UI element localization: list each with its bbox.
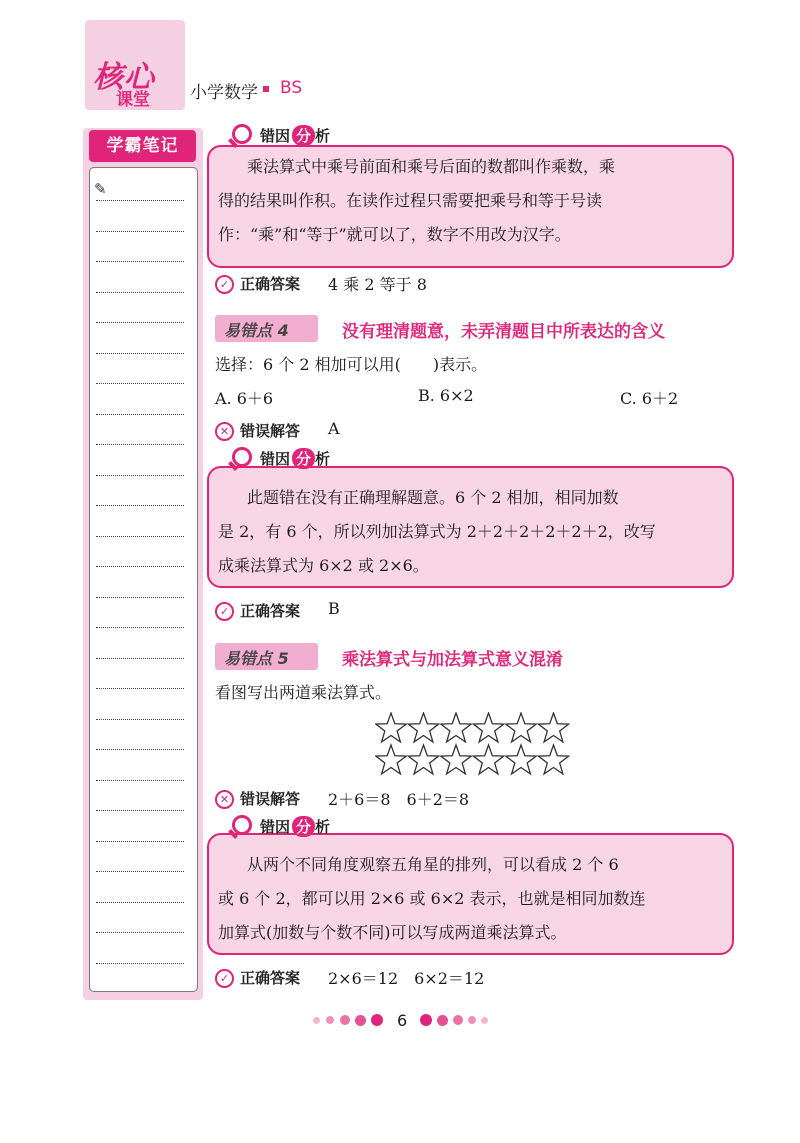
header-separator [263, 86, 269, 92]
note-line [96, 932, 184, 933]
note-line [96, 963, 184, 964]
star-shape [376, 713, 406, 742]
header-subject: 小学数学 [190, 83, 258, 103]
cause-heading-3: 错因 分 析 [260, 818, 331, 836]
footer-dot [340, 1015, 350, 1025]
cause-line: 或 6 个 2，都可以用 2×6 或 6×2 表示，也就是相同加数连 [218, 889, 646, 908]
note-line [96, 505, 184, 506]
correct-answer-value: 4 乘 2 等于 8 [328, 275, 427, 294]
note-line [96, 749, 184, 750]
cause-line: 乘法算式中乘号前面和乘号后面的数都叫作乘数，乘 [247, 157, 616, 176]
cause-line: 此题错在没有正确理解题意。6 个 2 相加，相同加数 [247, 488, 619, 507]
footer-dot [453, 1015, 463, 1025]
footer-dot [468, 1016, 476, 1024]
error-point-tag-text: 易错点 5 [224, 649, 289, 668]
star-shape [441, 713, 471, 742]
note-line [96, 444, 184, 445]
footer-dot [481, 1017, 488, 1024]
star-shape [441, 745, 471, 774]
note-line [96, 810, 184, 811]
star-shape [506, 745, 536, 774]
logo-text-bottom: 课堂 [116, 90, 150, 110]
note-line [96, 475, 184, 476]
option-b: B. 6×2 [418, 386, 474, 405]
note-line [96, 719, 184, 720]
check-icon: ✓ [215, 969, 234, 988]
note-line [96, 597, 184, 598]
wrong-answer-label: 错误解答 [240, 790, 301, 808]
footer-dot [326, 1016, 334, 1024]
cause-line: 得的结果叫作积。在读作过程只需要把乘号和等于号读 [218, 191, 603, 210]
cause-line: 是 2，有 6 个，所以列加法算式为 2＋2＋2＋2＋2＋2，改写 [218, 522, 656, 541]
cause-heading-1: 错因 分 析 [260, 127, 331, 145]
note-line [96, 841, 184, 842]
pencil-icon: ✎ [94, 180, 107, 198]
star-shape [376, 745, 406, 774]
wrong-answer-label: 错误解答 [240, 422, 301, 440]
star-shape [408, 745, 438, 774]
option-c: C. 6＋2 [620, 389, 679, 408]
footer-dot [355, 1015, 366, 1026]
star-shape [538, 713, 568, 742]
error-point-tag-text: 易错点 4 [224, 321, 289, 340]
note-line [96, 414, 184, 415]
note-line [96, 353, 184, 354]
correct-answer-label: 正确答案 [240, 275, 301, 293]
cause-line: 加算式(加数与个数不同)可以写成两道乘法算式。 [218, 923, 567, 942]
cross-icon: ✕ [215, 422, 234, 441]
star-shape [408, 713, 438, 742]
star-shape [538, 745, 568, 774]
error-point-title: 没有理清题意，未弄清题目中所表达的含义 [342, 322, 665, 342]
cause-heading-2: 错因 分 析 [260, 450, 331, 468]
option-a: A. 6＋6 [215, 389, 274, 408]
check-icon: ✓ [215, 275, 234, 294]
cause-line: 作：“乘”和“等于”就可以了，数字不用改为汉字。 [218, 225, 571, 244]
footer-dot [420, 1014, 432, 1026]
note-line [96, 322, 184, 323]
magnifier-icon [232, 124, 252, 144]
correct-answer-value: 2×6＝12 6×2＝12 [328, 969, 485, 988]
note-line [96, 688, 184, 689]
header-edition: BS [280, 78, 303, 98]
note-line [96, 536, 184, 537]
note-line [96, 261, 184, 262]
note-line [96, 292, 184, 293]
star-shape [473, 713, 503, 742]
footer-dot [437, 1015, 448, 1026]
note-line [96, 566, 184, 567]
cause-line: 从两个不同角度观察五角星的排列，可以看成 2 个 6 [247, 855, 619, 874]
note-line [96, 383, 184, 384]
logo-text-top: 核心 [93, 60, 155, 95]
star-shape [506, 713, 536, 742]
cross-icon: ✕ [215, 790, 234, 809]
wrong-answer-value: A [328, 419, 340, 438]
magnifier-icon [232, 447, 252, 467]
correct-answer-value: B [328, 599, 340, 618]
error-point-title: 乘法算式与加法算式意义混淆 [342, 650, 563, 670]
note-line [96, 902, 184, 903]
note-line [96, 627, 184, 628]
note-line [96, 231, 184, 232]
note-line [96, 871, 184, 872]
footer-dot [313, 1017, 320, 1024]
note-line [96, 200, 184, 201]
correct-answer-label: 正确答案 [240, 602, 301, 620]
question-text: 选择：6 个 2 相加可以用( )表示。 [215, 355, 488, 374]
page-number: 6 [397, 1011, 408, 1030]
star-shape [473, 745, 503, 774]
question-text: 看图写出两道乘法算式。 [215, 683, 392, 702]
note-line [96, 658, 184, 659]
check-icon: ✓ [215, 602, 234, 621]
footer-dot [371, 1014, 383, 1026]
magnifier-icon [232, 815, 252, 835]
wrong-answer-value: 2＋6＝8 6＋2＝8 [328, 790, 470, 809]
sidebar-title: 学霸笔记 [89, 130, 196, 162]
cause-line: 成乘法算式为 6×2 或 2×6。 [218, 556, 429, 575]
correct-answer-label: 正确答案 [240, 969, 301, 987]
note-line [96, 780, 184, 781]
stars-figure [375, 712, 570, 778]
